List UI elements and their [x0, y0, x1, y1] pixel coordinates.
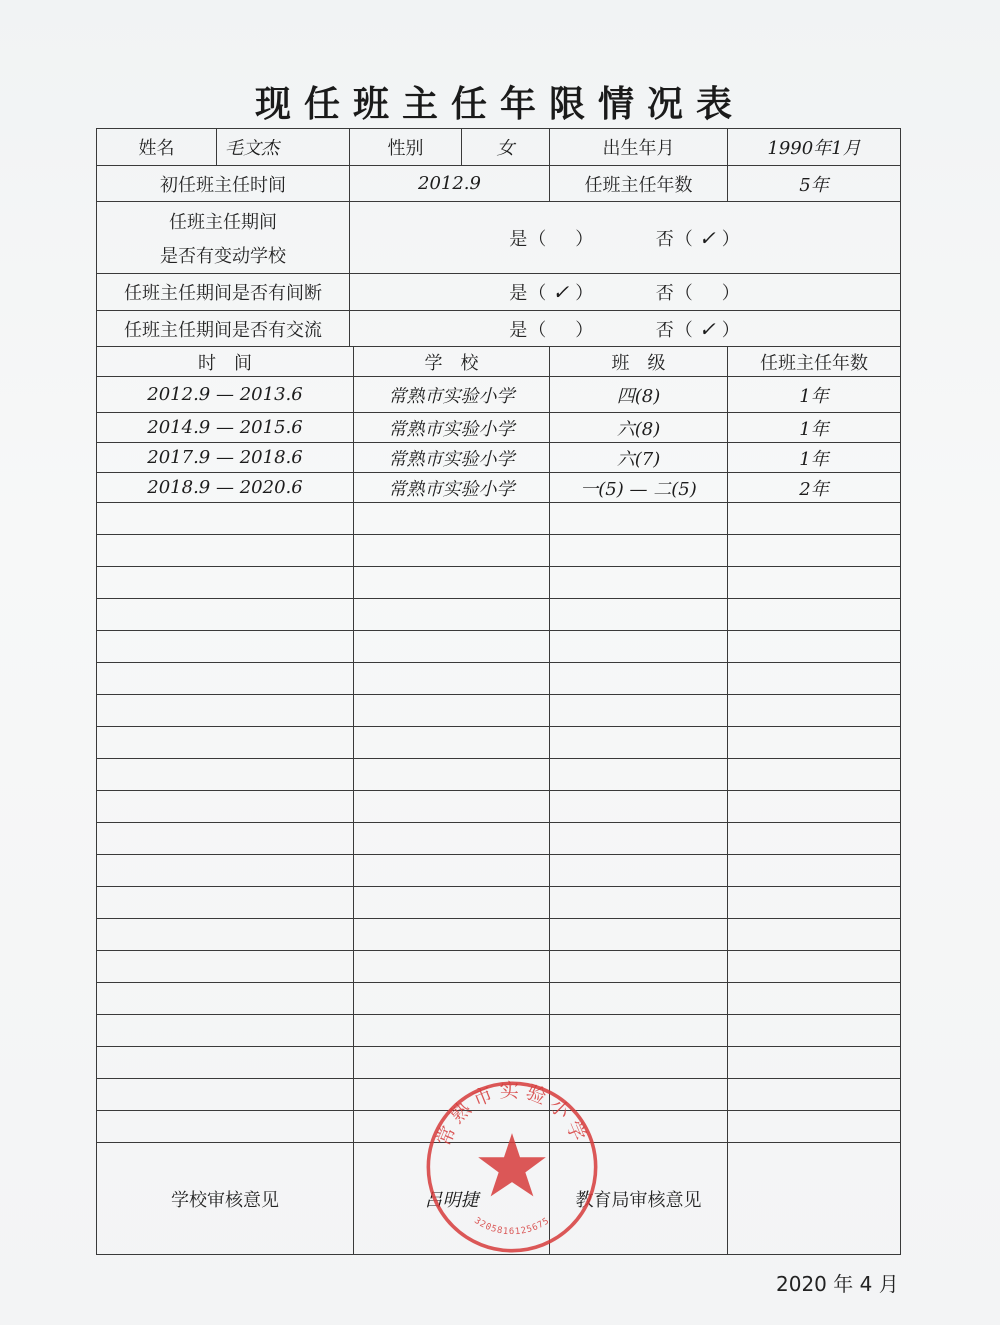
history-years: 1年 — [728, 443, 901, 473]
changed-school-label-line1: 任班主任期间 — [169, 211, 277, 233]
yes-option-text: 是（ — [509, 228, 548, 250]
form-title: 现任班主任年限情况表 — [254, 84, 745, 125]
empty-row — [97, 599, 901, 631]
birth-label: 出生年月 — [550, 129, 728, 166]
yes-checkmark: ✓ — [552, 280, 571, 304]
school-review-signature: 吕明捷 — [354, 1143, 550, 1255]
yes-option-close: ） — [575, 319, 595, 341]
form-date: 2020 年 4 月 — [776, 1272, 899, 1296]
changed-school-options — [350, 202, 901, 274]
bureau-review-value — [728, 1143, 901, 1255]
history-class: 六(8) — [550, 413, 728, 443]
history-school: 常熟市实验小学 — [354, 413, 550, 443]
empty-row — [97, 1111, 901, 1143]
empty-row — [97, 919, 901, 951]
history-class: 六(7) — [550, 443, 728, 473]
empty-row — [97, 983, 901, 1015]
empty-row — [97, 1079, 901, 1111]
empty-row — [97, 759, 901, 791]
empty-row — [97, 567, 901, 599]
history-school: 常熟市实验小学 — [354, 473, 550, 503]
empty-row — [97, 663, 901, 695]
exchange-label: 任班主任期间是否有交流 — [97, 311, 350, 347]
first-time-label: 初任班主任时间 — [97, 166, 350, 202]
history-class: 四(8) — [550, 377, 728, 413]
birth-value: 1990年1月 — [728, 129, 901, 166]
history-time: 2012.9 — 2013.6 — [97, 377, 354, 413]
yes-option-text: 是（ — [509, 283, 548, 304]
no-checkmark: ✓ — [698, 316, 717, 341]
empty-row — [97, 727, 901, 759]
empty-row — [97, 1047, 901, 1079]
school-review-label: 学校审核意见 — [97, 1143, 354, 1255]
history-time: 2017.9 — 2018.6 — [97, 443, 354, 473]
gender-label: 性别 — [350, 129, 462, 166]
no-option-text: 否（ — [655, 228, 694, 250]
no-option-close: ） — [721, 283, 741, 304]
exchange-options — [350, 311, 901, 347]
empty-row — [97, 823, 901, 855]
history-school: 常熟市实验小学 — [354, 443, 550, 473]
empty-row — [97, 791, 901, 823]
history-school: 常熟市实验小学 — [354, 377, 550, 413]
no-option-text: 否（ — [655, 283, 694, 304]
bureau-review-label: 教育局审核意见 — [550, 1143, 728, 1255]
empty-row — [97, 951, 901, 983]
empty-row — [97, 855, 901, 887]
history-header-class: 班 级 — [550, 347, 728, 377]
interruption-options — [350, 274, 901, 311]
history-header-years: 任班主任年数 — [728, 347, 901, 377]
no-option-close: ） — [721, 319, 741, 341]
history-years: 1年 — [728, 413, 901, 443]
history-row — [97, 377, 901, 413]
name-label: 姓名 — [97, 129, 217, 166]
empty-row — [97, 631, 901, 663]
history-row — [97, 473, 901, 503]
gender-value: 女 — [462, 129, 550, 166]
empty-row — [97, 887, 901, 919]
empty-row — [97, 1015, 901, 1047]
interruption-label: 任班主任期间是否有间断 — [97, 274, 350, 311]
no-checkmark: ✓ — [698, 225, 717, 250]
changed-school-label-line2: 是否有变动学校 — [160, 245, 286, 267]
seal-text: 常熟市实验小学 — [431, 1078, 593, 1150]
years-value: 5年 — [728, 166, 901, 202]
empty-row — [97, 535, 901, 567]
name-value: 毛文杰 — [217, 129, 350, 166]
history-row — [97, 443, 901, 473]
history-header-time: 时 间 — [97, 347, 354, 377]
teacher-form-table — [96, 128, 901, 1255]
history-years: 1年 — [728, 377, 901, 413]
history-time: 2014.9 — 2015.6 — [97, 413, 354, 443]
history-time: 2018.9 — 2020.6 — [97, 473, 354, 503]
empty-row — [97, 503, 901, 535]
history-years: 2年 — [728, 473, 901, 503]
years-label: 任班主任年数 — [550, 166, 728, 202]
history-header-school: 学 校 — [354, 347, 550, 377]
history-row — [97, 413, 901, 443]
yes-option-close: ） — [575, 283, 595, 304]
no-option-close: ） — [721, 228, 741, 250]
history-class: 一(5) — 二(5) — [550, 473, 728, 503]
seal-number: 3205816125675 — [472, 1215, 552, 1238]
yes-option-text: 是（ — [509, 319, 548, 341]
empty-row — [97, 695, 901, 727]
changed-school-label — [97, 202, 350, 274]
yes-option-close: ） — [575, 228, 595, 250]
first-time-value: 2012.9 — [350, 166, 550, 202]
no-option-text: 否（ — [655, 319, 694, 341]
